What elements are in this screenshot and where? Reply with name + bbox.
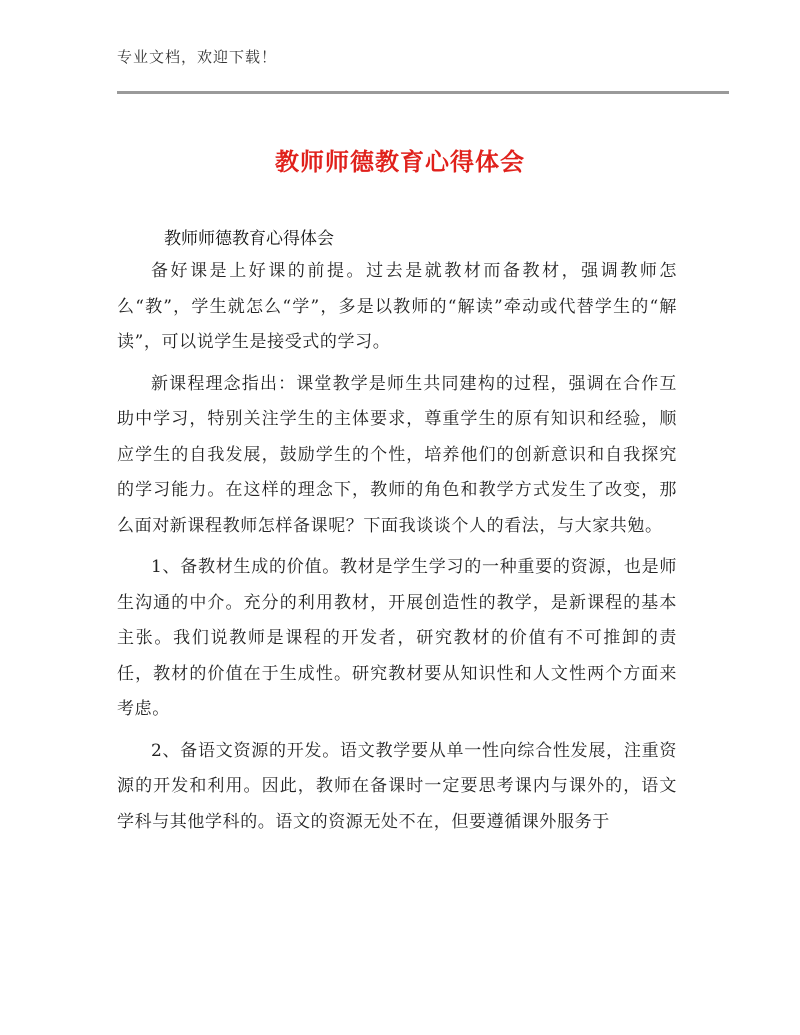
header-divider: [117, 91, 729, 94]
paragraph-2: 新课程理念指出：课堂教学是师生共同建构的过程，强调在合作互助中学习，特别关注学生的主体要求，尊重学生的原有知识和经验，顺应学生的自我发展，鼓励学生的个性，培养他们的创新意识和自我探究的学习能力。在这样的理念下，教师的角色和教学方式发生了改变，那么面对新课程教师怎样备课呢？下面我谈谈个人的看法，与大家共勉。: [117, 373, 677, 536]
document-body: [117, 254, 677, 846]
document-subtitle: 教师师德教育心得体会: [164, 229, 334, 249]
paragraph-4: 2、备语文资源的开发。语文教学要从单一性向综合性发展，注重资源的开发和利用。因此，教师在备课时一定要思考课内与课外的，语文学科与其他学科的。语文的资源无处不在，但要遵循课外服务于: [117, 740, 677, 832]
paragraph-1: 备好课是上好课的前提。过去是就教材而备教材，强调教师怎么“教”，学生就怎么“学”，多是以教师的“解读”牵动或代替学生的“解读”，可以说学生是接受式的学习。: [117, 261, 677, 352]
paragraph-3: 1、备教材生成的价值。教材是学生学习的一种重要的资源，也是师生沟通的中介。充分的利用教材，开展创造性的教学，是新课程的基本主张。我们说教师是课程的开发者，研究教材的价值有不可推卸的责任，教材的价值在于生成性。研究教材要从知识性和人文性两个方面来考虑。: [117, 557, 677, 719]
document-title: 教师师德教育心得体会: [275, 148, 525, 176]
header-text: 专业文档，欢迎下载！: [117, 48, 278, 66]
